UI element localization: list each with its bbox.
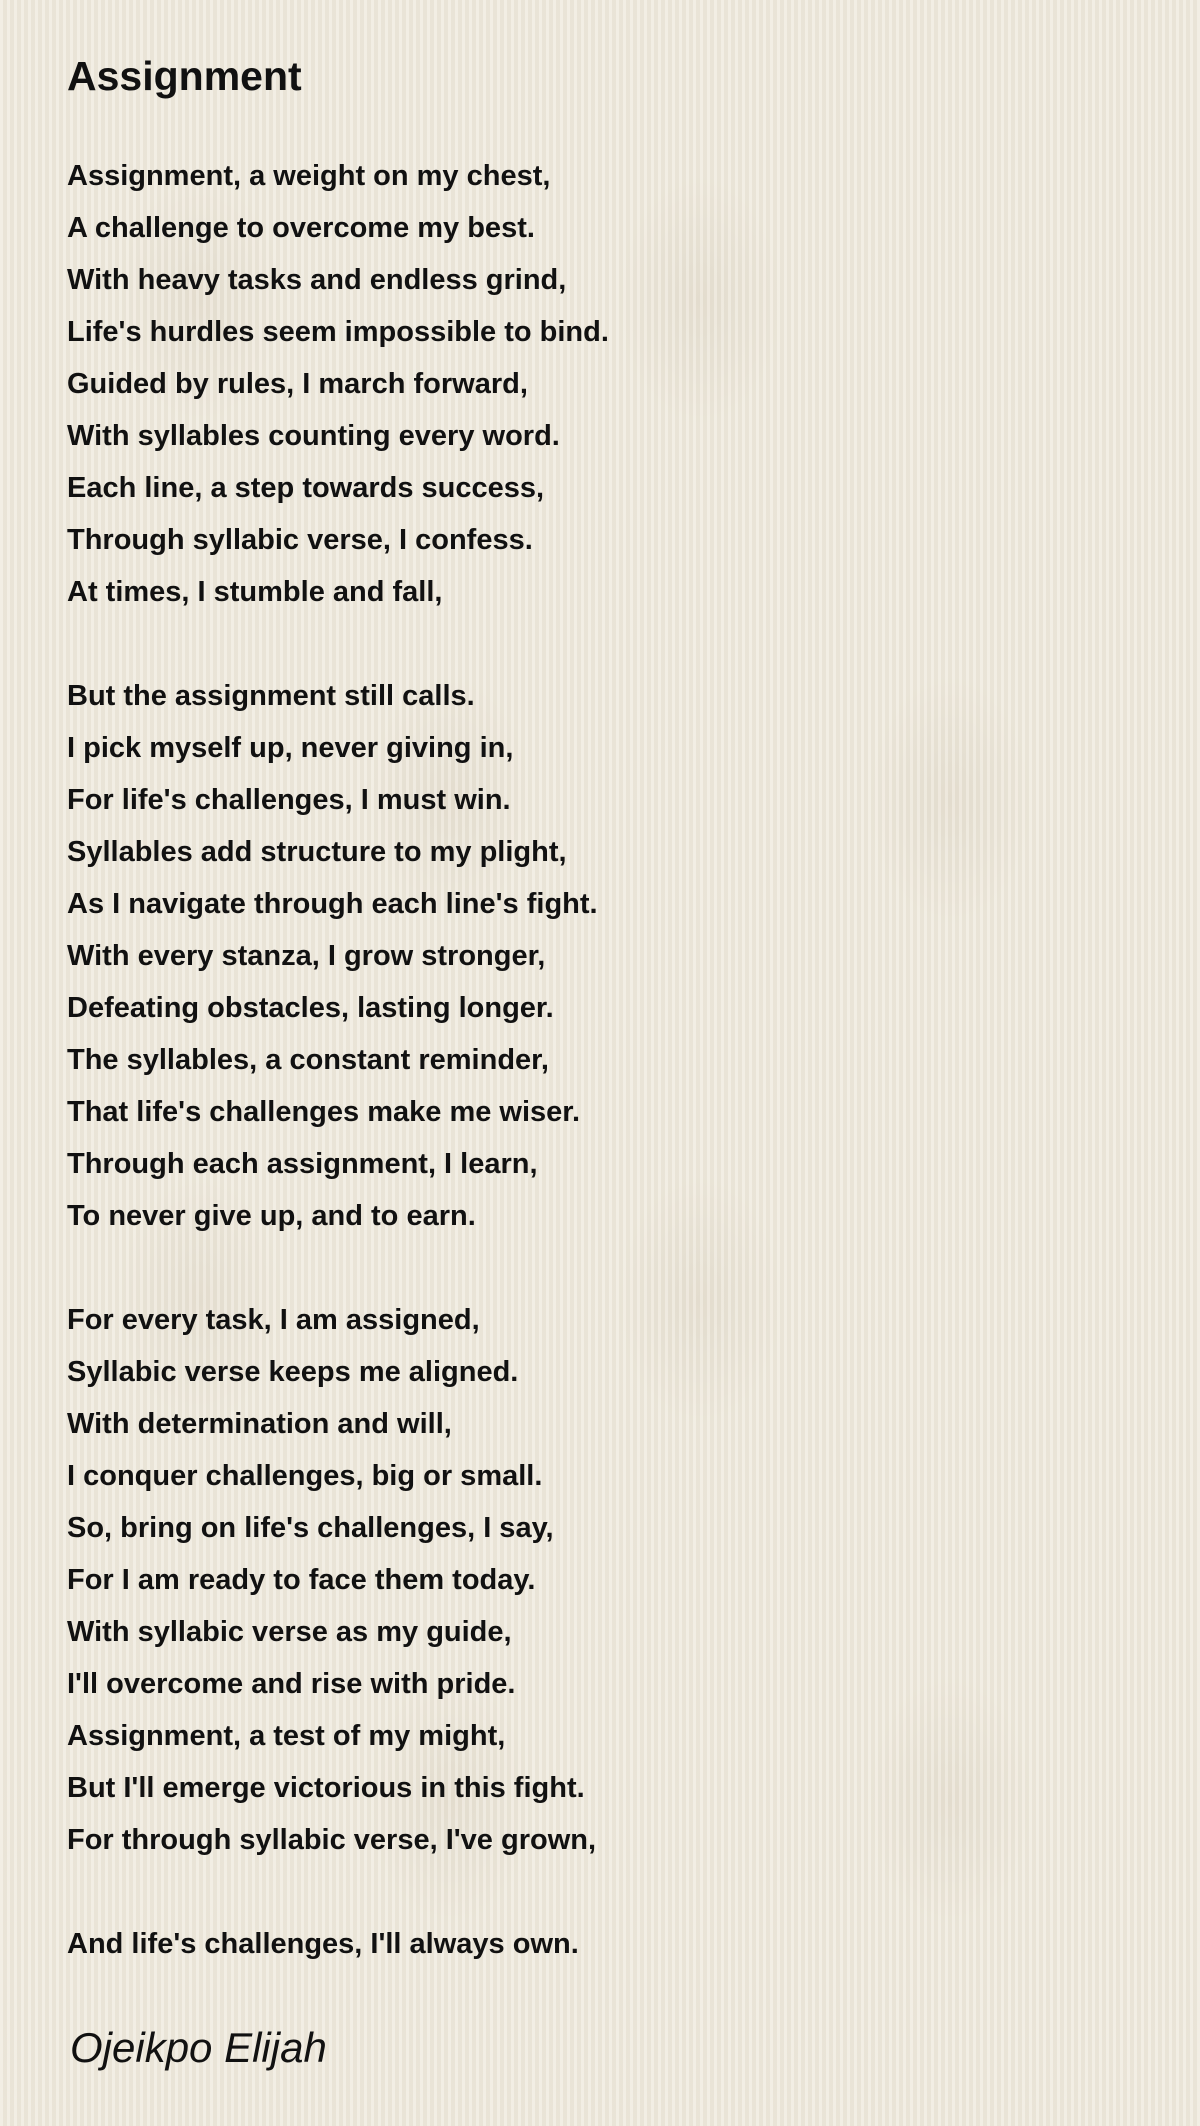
poem-line: That life's challenges make me wiser. [67,1096,581,1128]
poem-line: Life's hurdles seem impossible to bind. [67,316,609,348]
poem-line: Assignment, a test of my might, [67,1720,506,1752]
poem-line: With heavy tasks and endless grind, [67,264,567,296]
stanza-break [67,618,609,670]
poem-line: The syllables, a constant reminder, [67,1044,549,1076]
poem-line: So, bring on life's challenges, I say, [67,1512,554,1544]
poem-line: For life's challenges, I must win. [67,784,511,816]
poem-author: Ojeikpo Elijah [70,2024,327,2071]
poem-line: Defeating obstacles, lasting longer. [67,992,554,1024]
poem-line: I'll overcome and rise with pride. [67,1668,516,1700]
poem-body [67,150,609,1970]
poem-line: Guided by rules, I march forward, [67,368,528,400]
stanza-break [67,1242,609,1294]
poem-line: Each line, a step towards success, [67,472,545,504]
poem-line: Assignment, a weight on my chest, [67,160,551,192]
poem-line: With determination and will, [67,1408,452,1440]
poem-line: With syllables counting every word. [67,420,560,452]
poem-title: Assignment [67,53,302,99]
poem-line: Syllabic verse keeps me aligned. [67,1356,519,1388]
poem-line: Syllables add structure to my plight, [67,836,567,868]
poem-line: I conquer challenges, big or small. [67,1460,543,1492]
poem-line: With syllabic verse as my guide, [67,1616,512,1648]
poem-line: For I am ready to face them today. [67,1564,536,1596]
poem-line: For every task, I am assigned, [67,1304,480,1336]
poem-line: At times, I stumble and fall, [67,576,443,608]
stanza-break [67,1866,609,1918]
poem-line: As I navigate through each line's fight. [67,888,598,920]
poem-line: I pick myself up, never giving in, [67,732,514,764]
poem-line: For through syllabic verse, I've grown, [67,1824,597,1856]
poem-line: And life's challenges, I'll always own. [67,1928,579,1960]
poem-line: With every stanza, I grow stronger, [67,940,546,972]
poem-line: Through each assignment, I learn, [67,1148,538,1180]
poem-line: But I'll emerge victorious in this fight. [67,1772,585,1804]
poem-line: To never give up, and to earn. [67,1200,476,1232]
poem-line: But the assignment still calls. [67,680,475,712]
poem-line: Through syllabic verse, I confess. [67,524,533,556]
poem-line: A challenge to overcome my best. [67,212,535,244]
